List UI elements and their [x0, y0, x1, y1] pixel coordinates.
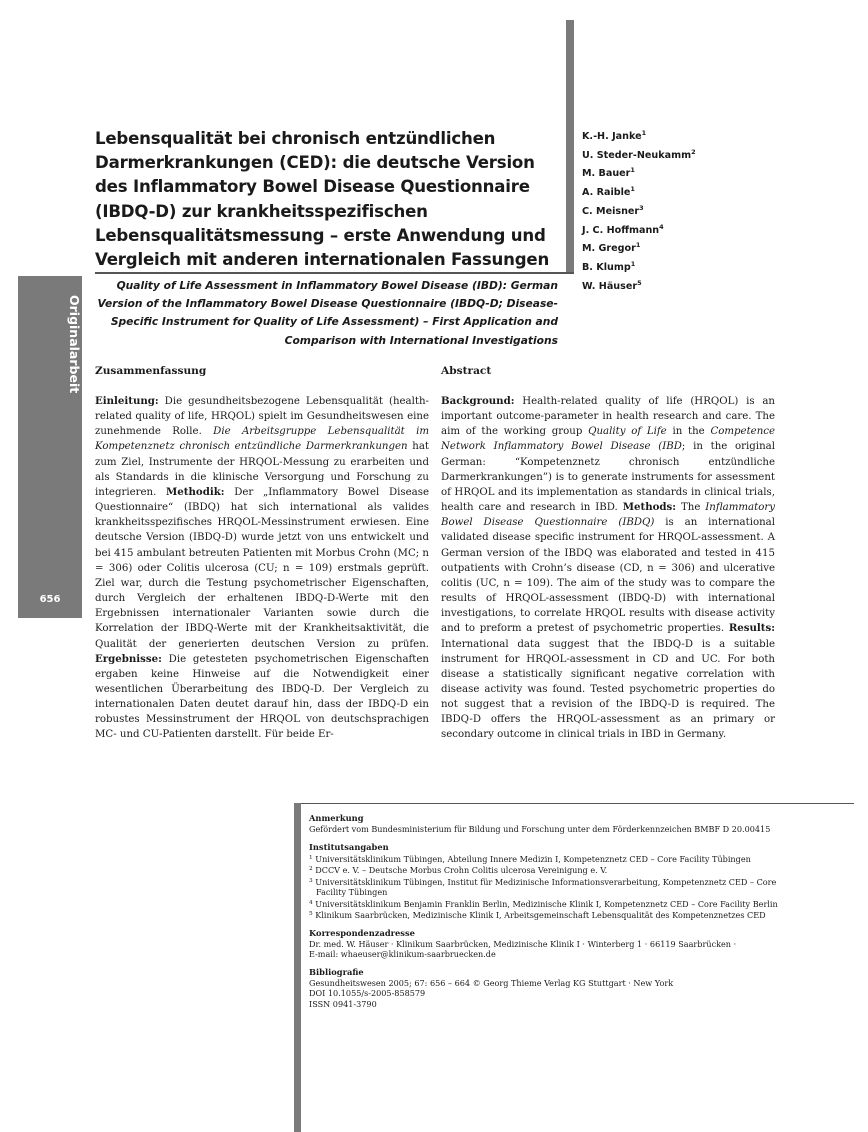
- author: C. Meisner$^3$: [582, 203, 644, 217]
- author: B. Klump$^1$: [582, 259, 636, 273]
- title-rule: [95, 272, 574, 274]
- note-funding: Anmerkung Gefördert vom Bundesministerium für Bildung und Forschung unter dem Förderkennzeichen BMBF D 20.00415: [309, 813, 771, 834]
- author-list: [582, 126, 762, 294]
- section-label: Originalarbeit: [67, 294, 82, 394]
- author: M. Gregor$^1$: [582, 241, 641, 255]
- english-abstract: [441, 364, 775, 743]
- notes-vertical-bar: [294, 803, 301, 1132]
- affiliation: $^1$ Universitätsklinikum Tübingen, Abteilung Innere Medizin I, Kompetenznetz CED – Core Facility Tübingen: [309, 853, 751, 864]
- notes-box: [294, 803, 854, 1132]
- section-side-tab: [18, 276, 82, 618]
- author: M. Bauer$^1$: [582, 166, 635, 180]
- page-number: 656: [39, 594, 61, 605]
- author: U. Steder-Neukamm$^2$: [582, 147, 696, 161]
- note-correspondence: Korrespondenzadresse Dr. med. W. Häuser · Klinikum Saarbrücken, Medizinische Klinik I · Winterberg 1 · 66119 Saarbrücken · E-mail: whaeuser@klinikum-saarbruecken.de: [309, 928, 779, 960]
- summary-heading: Zusammenfassung: [95, 365, 207, 377]
- article-title: Lebensqualität bei chronisch entzündlichen Darmerkrankungen (CED): die deutsche Version des Inflammatory Bowel Disease Questionnaire (IBDQ-D) zur krankheitsspezifischen Lebensqualitätsmessung – erste Anwendung und Vergleich mit anderen internationalen Fassungen: [95, 129, 550, 270]
- notes-rule: [301, 803, 854, 804]
- abstract-heading: Abstract: [441, 365, 492, 377]
- email-address: E-mail: whaeuser@klinikum-saarbruecken.de: [309, 949, 496, 959]
- affiliation: $^2$ DCCV e. V. – Deutsche Morbus Crohn Colitis ulcerosa Vereinigung e. V.: [309, 865, 608, 875]
- english-title: Quality of Life Assessment in Inflammatory Bowel Disease (IBD): German Version of the Inflammatory Bowel Disease Questionnaire (IBDQ-D; Disease-Specific Instrument for Quality of Life Assessment) – First Application and Comparison with International Investigations: [97, 279, 558, 347]
- affiliation: $^5$ Klinikum Saarbrücken, Medizinische Klinik I, Arbeitsgemeinschaft Lebensqualität des Kompetenznetzes CED: [309, 910, 766, 920]
- note-bibliography: Bibliografie Gesundheitswesen 2005; 67: 656 – 664 © Georg Thieme Verlag KG Stuttgart · New York DOI 10.1055/s-2005-858579 ISSN 0941-3790: [309, 966, 674, 1009]
- summary-text: Einleitung: Die gesundheitsbezogene Lebensqualität (health-related quality of life, HRQOL) spielt im Gesundheitswesen eine zunehmende Rolle. Die Arbeitsgruppe Lebensqualität im Kompetenznetz chronisch entzündliche Darmerkrankungen hat zum Ziel, Instrumente der HRQOL-Messung zu erarbeiten und als Standards in die klinische Versorgung und Forschung zu integrieren. Methodik: Der „Inflammatory Bowel Disease Questionnaire“ (IBDQ) hat sich international als valides krankheitsspezifisches HRQOL-Messinstrument erwiesen. Eine deutsche Version (IBDQ-D) wurde jetzt von uns entwickelt und bei 415 ambulant betreuten Patienten mit Morbus Crohn (MC; n = 306) oder Colitis ulcerosa (CU; n = 109) erstmals geprüft. Ziel war, durch die Testung psychometrischer Eigenschaften, durch Vergleich der erhaltenen IBDQ-D-Werte mit den Ergebnissen internationaler Varianten sowie durch die Korrelation der IBDQ-Werte mit der Krankheitsaktivität, die Qualität der generierten deutschen Version zu prüfen. Ergebnisse: Die getesteten psychometrischen Eigenschaften ergaben keine Hinweise auf die Notwendigkeit einer wesentlichen Überarbeitung des IBDQ-D. Der Vergleich zu internationalen Daten deutet darauf hin, dass der IBDQ-D ein robustes Messinstrument der HRQOL von deutschsprachigen MC- und CU-Patienten darstellt. Für beide Er-: [95, 395, 430, 741]
- abstract-text: Background: Health-related quality of life (HRQOL) is an important outcome-parameter in health research and care. The aim of the working group Quality of Life in the Competence Network Inflammatory Bowel Disease (IBD; in the original German: “Kompetenznetz chronisch entzündliche Darmerkrankungen”) is to generate instruments for assessment of HRQOL and its implementation as standards in clinical trials, health care and research in IBD. Methods: The Inflammatory Bowel Disease Questionnaire (IBDQ) is an international validated disease specific instrument for HRQOL-assessment. A German version of the IBDQ was elaborated and tested in 415 outpatients with Crohn’s disease (CD, n = 306) and ulcerative colitis (UC, n = 109). The aim of the study was to compare the results of HRQOL-assessment (IBDQ-D) with international investigations, to correlate HRQOL results with disease activity and to preform a pretest of psychometric properties. Results: International data suggest that the IBDQ-D is a suitable instrument for HRQOL-assessment in CD and UC. For both disease a statistically significant negative correlation with disease activity was found. Tested psychometric properties do not suggest that a revision of the IBDQ-D is required. The IBDQ-D offers the HRQOL-assessment as an primary or secondary outcome in clinical trials in IBD in Germany.: [441, 395, 775, 741]
- note-affiliations: Institutsangaben $^1$ Universitätsklinikum Tübingen, Abteilung Innere Medizin I, Kompetenznetz CED – Core Facility Tübingen $^2$ DCCV e. V. – Deutsche Morbus Crohn Colitis ulcerosa Vereinigung e. V. $^3$ Universitätsklinikum Tübingen, Institut für Medizinische Informationsverarbeitung, Kompetenznetz CED – Core Facility Tübingen $^4$ Universitätsklinikum Benjamin Franklin Berlin, Medizinische Klinik I, Kompetenznetz CED – Core Facility Berlin $^5$ Klinikum Saarbrücken, Medizinische Klinik I, Arbeitsgemeinschaft Lebensqualität des Kompetenznetzes CED: [309, 841, 778, 920]
- affiliation: $^4$ Universitätsklinikum Benjamin Franklin Berlin, Medizinische Klinik I, Kompetenznetz CED – Core Facility Berlin: [309, 898, 778, 909]
- german-summary: [95, 364, 429, 743]
- header-vertical-bar: [566, 20, 574, 272]
- notes-content: [309, 813, 779, 1016]
- author: W. Häuser$^5$: [582, 278, 642, 292]
- author: J. C. Hoffmann$^4$: [582, 222, 664, 236]
- affiliation: $^3$ Universitätsklinikum Tübingen, Institut für Medizinische Informationsverarbeitung, Kompetenznetz CED – Core Facility Tübingen: [309, 876, 777, 897]
- author: A. Raible$^1$: [582, 185, 635, 199]
- author: K.-H. Janke$^1$: [582, 129, 647, 142]
